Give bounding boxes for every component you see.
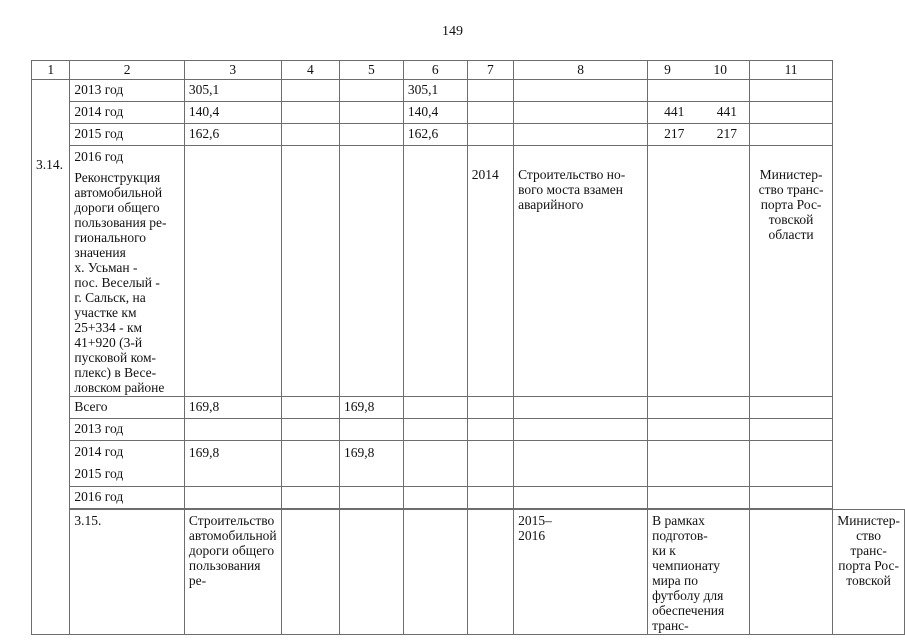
cell-col9-10	[648, 124, 750, 146]
cell-col5	[339, 146, 403, 397]
cell-col8	[514, 419, 648, 441]
col-header-9: 9	[664, 62, 671, 77]
cell-col9-10	[648, 419, 750, 441]
cell-col9-10	[749, 510, 832, 635]
col-header-1: 1	[32, 61, 70, 80]
table-row	[32, 419, 905, 441]
cell-col5	[339, 487, 403, 509]
table-row	[32, 510, 905, 635]
cell-col5	[339, 419, 403, 441]
cell-col6	[403, 419, 467, 441]
cell-col7	[467, 397, 513, 419]
col-header-3: 3	[184, 61, 281, 80]
cell-col4	[281, 487, 339, 509]
col-header-10: 10	[713, 62, 727, 77]
item-number-cell	[32, 80, 70, 635]
cell-col7	[467, 441, 513, 487]
document-table	[31, 60, 905, 635]
cell-col7	[467, 102, 513, 124]
cell-col9-10	[648, 102, 750, 124]
cell-col8	[514, 397, 648, 419]
cell-col10: 441	[716, 104, 737, 119]
col-header-9-10	[648, 61, 750, 80]
cell-col4	[281, 124, 339, 146]
cell-col11	[749, 441, 832, 487]
cell-col4	[281, 397, 339, 419]
cell-col7	[467, 487, 513, 509]
cell-col4	[281, 419, 339, 441]
cell-col8	[514, 146, 648, 397]
item-description-3-14: Реконструкция автомобильной дороги общего пользования ре- гионального значения х. Усьман - пос. Веселый - г. Сальск, на участке км 25+334 - км 41+920 (3-й пусковой ком- плекс) в Весе- ловском районе	[74, 170, 167, 395]
table-row	[32, 124, 905, 146]
cell-col3	[281, 510, 339, 635]
cell-col7	[467, 419, 513, 441]
cell-col3: 169,8	[184, 441, 281, 487]
item-purpose-3-15: В рамках подготов- ки к чемпионату мира по футболу для обеспечения транс-	[652, 513, 725, 633]
cell-col8	[648, 510, 750, 635]
cell-col11	[749, 487, 832, 509]
item-executor-3-15: Министер- ство транс- порта Рос- товской	[837, 513, 900, 588]
cell-col7	[467, 124, 513, 146]
cell-col9-10	[648, 80, 750, 102]
cell-col4	[281, 80, 339, 102]
item-purpose-3-14: Строительство но- вого моста взамен аварийного	[518, 167, 626, 212]
row-label: Всего	[70, 397, 185, 419]
item-executor-3-14: Министер- ство транс- порта Рос- товской области	[758, 167, 824, 242]
cell-col6: 162,6	[403, 124, 467, 146]
table-row	[32, 80, 905, 102]
cell-col9-10	[648, 146, 750, 397]
cell-col8	[514, 102, 648, 124]
col-header-11: 11	[749, 61, 832, 80]
item-year-3-15: 2015– 2016	[518, 513, 552, 543]
column-number-row	[32, 61, 905, 80]
cell-col3: 162,6	[184, 124, 281, 146]
item-number-3-15: 3.15.	[74, 513, 102, 528]
cell-col3: 140,4	[184, 102, 281, 124]
cell-col11	[749, 419, 832, 441]
cell-col11	[749, 102, 832, 124]
cell-col6	[403, 487, 467, 509]
cell-col3: 169,8	[184, 397, 281, 419]
row-label: 2015 год	[70, 124, 185, 146]
cell-col9-10	[648, 487, 750, 509]
col-header-7: 7	[467, 61, 513, 80]
cell-col9-10	[648, 441, 750, 487]
cell-col5	[339, 124, 403, 146]
cell-col7	[467, 80, 513, 102]
cell-col4	[339, 510, 403, 635]
col-header-4: 4	[281, 61, 339, 80]
row-label: 2014 год 2015 год	[70, 441, 185, 487]
cell-col6	[403, 397, 467, 419]
table-row	[32, 102, 905, 124]
cell-col5: 169,8	[339, 397, 403, 419]
row-label: 2016 год	[70, 487, 185, 509]
cell-col8	[514, 80, 648, 102]
table-row	[32, 441, 905, 487]
cell-col8	[514, 441, 648, 487]
cell-col6	[403, 441, 467, 487]
col-header-6: 6	[403, 61, 467, 80]
row-label: 2016 год	[74, 149, 124, 164]
col-header-5: 5	[339, 61, 403, 80]
row-label: 2013 год	[70, 80, 185, 102]
cell-col6	[403, 146, 467, 397]
cell-col3: 305,1	[184, 80, 281, 102]
cell-col5: 169,8	[339, 441, 403, 487]
cell-col6: 140,4	[403, 102, 467, 124]
item-number-3-14: 3.14.	[36, 157, 63, 172]
cell-col11	[749, 124, 832, 146]
page-number: 149	[442, 24, 463, 39]
cell-col10: 217	[716, 126, 737, 141]
col-header-8: 8	[514, 61, 648, 80]
cell-col3	[184, 419, 281, 441]
cell-col5	[339, 102, 403, 124]
cell-col9: 441	[664, 104, 685, 119]
cell-col3	[184, 487, 281, 509]
cell-col8	[514, 124, 648, 146]
cell-col4	[281, 102, 339, 124]
row-label: 2013 год	[70, 419, 185, 441]
cell-col5	[339, 80, 403, 102]
cell-col9-10	[648, 397, 750, 419]
cell-col11	[833, 510, 905, 635]
item-description-cell	[184, 510, 281, 635]
cell-col7	[514, 510, 648, 635]
cell-col8	[514, 487, 648, 509]
item-year-3-14: 2014	[471, 167, 499, 182]
cell-col11	[749, 146, 832, 397]
table-row	[32, 487, 905, 509]
cell-col5	[403, 510, 467, 635]
cell-col11	[749, 397, 832, 419]
item-description-3-15: Строительство автомобильной дороги общего пользования ре-	[188, 513, 277, 588]
cell-col3	[184, 146, 281, 397]
col-header-2: 2	[70, 61, 185, 80]
cell-col6	[467, 510, 513, 635]
cell-col4	[281, 146, 339, 397]
table-row	[32, 146, 905, 397]
table-row	[32, 397, 905, 419]
cell-col9: 217	[664, 126, 685, 141]
cell-col11	[749, 80, 832, 102]
row-label: 2014 год	[70, 102, 185, 124]
item-description-cell	[70, 146, 185, 397]
cell-col6: 305,1	[403, 80, 467, 102]
item-number-cell	[70, 510, 185, 635]
cell-col7	[467, 146, 513, 397]
cell-col4	[281, 441, 339, 487]
